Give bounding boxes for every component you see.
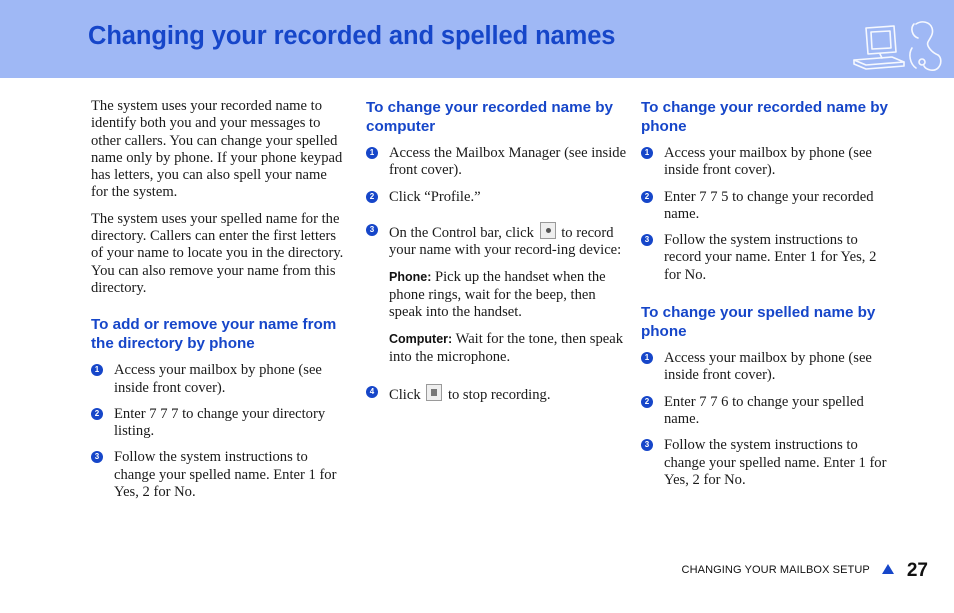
phone-option-label: Phone: <box>389 270 432 285</box>
column-right <box>641 98 897 489</box>
phone-option-text: Pick up the handset when the phone rings, wait for the beep, then speak into the handset. <box>389 269 606 321</box>
step-number-badge: 3 <box>641 439 653 451</box>
section-heading-directory: To add or remove your name from the directory by phone <box>91 316 337 353</box>
step-item <box>641 232 897 284</box>
column-left <box>91 98 347 501</box>
step-text: Access your mailbox by phone (see inside front cover). <box>114 362 322 396</box>
phone-option <box>366 269 628 321</box>
step-item <box>641 394 897 429</box>
triangle-up-icon <box>882 564 894 574</box>
step-text: Enter 7 7 6 to change your spelled name. <box>664 393 864 427</box>
step-number-badge: 1 <box>641 147 653 159</box>
step-text-after: to stop recording. <box>447 386 551 403</box>
step-number-badge: 2 <box>91 408 103 420</box>
computer-option-text: Wait for the tone, then speak into the microphone. <box>389 331 624 365</box>
step-number-badge: 3 <box>91 451 103 463</box>
step-text: Enter 7 7 5 to change your recorded name. <box>664 188 874 222</box>
step-item <box>366 189 628 206</box>
computer-option <box>366 331 628 366</box>
step-text-before: Click <box>389 386 421 403</box>
section-heading-recorded-computer: To change your recorded name by computer <box>366 99 613 135</box>
step-item <box>641 145 897 180</box>
step-number-badge: 3 <box>366 224 378 236</box>
step-number-badge: 1 <box>641 352 653 364</box>
step-item <box>641 350 897 385</box>
step-number-badge: 1 <box>91 364 103 376</box>
step-number-badge: 2 <box>366 191 378 203</box>
step-item <box>91 406 347 441</box>
step-item <box>641 437 897 489</box>
step-text-after: to record your name with your record-ing device: <box>389 224 622 259</box>
section-heading-spelled-phone: To change your spelled name by phone <box>641 304 876 341</box>
step-text: Follow the system instructions to change your spelled name. Enter 1 for Yes, 2 for No. <box>114 449 337 501</box>
page-header <box>0 0 954 78</box>
page-title: Changing your recorded and spelled names <box>88 22 616 50</box>
step-text: Access the Mailbox Manager (see inside front cover). <box>389 145 627 179</box>
step-text: Enter 7 7 7 to change your directory listing. <box>114 405 326 440</box>
step-item <box>366 145 628 180</box>
footer-section-title: CHANGING YOUR MAILBOX SETUP <box>681 564 870 576</box>
step-text: Click “Profile.” <box>389 188 481 205</box>
step-number-badge: 3 <box>641 234 653 246</box>
column-middle <box>366 98 628 404</box>
intro-paragraph: The system uses your recorded name to identify both you and your messages to other callers. You can change your spelled name only by phone. If your phone keypad has letters, you can also spell your name for the system. <box>91 98 343 201</box>
step-text: Follow the system instructions to record your name. Enter 1 for Yes, 2 for No. <box>664 232 877 283</box>
step-number-badge: 2 <box>641 396 653 408</box>
step-number-badge: 2 <box>641 191 653 203</box>
step-text-before: On the Control bar, click <box>389 224 534 241</box>
record-button-icon <box>540 222 556 239</box>
step-number-badge: 1 <box>366 147 378 159</box>
step-item <box>91 449 347 501</box>
step-item <box>366 222 628 260</box>
computer-and-phone-icon <box>852 18 944 74</box>
page-number: 27 <box>906 560 928 581</box>
step-text: Access your mailbox by phone (see inside front cover). <box>664 350 872 384</box>
directory-paragraph: The system uses your spelled name for the directory. Callers can enter the first letters of your name to locate you in the directory. You can also remove your name from this directory. <box>91 210 344 296</box>
step-item <box>91 362 347 397</box>
step-text: Follow the system instructions to change your spelled name. Enter 1 for Yes, 2 for No. <box>664 437 887 488</box>
stop-button-icon <box>426 384 442 401</box>
page-footer <box>682 560 928 582</box>
step-number-badge: 4 <box>366 386 378 398</box>
section-heading-recorded-phone: To change your recorded name by phone <box>641 99 888 135</box>
computer-option-label: Computer: <box>389 332 453 347</box>
step-text: Access your mailbox by phone (see inside front cover). <box>664 145 872 179</box>
step-item <box>366 384 628 404</box>
step-item <box>641 189 897 224</box>
